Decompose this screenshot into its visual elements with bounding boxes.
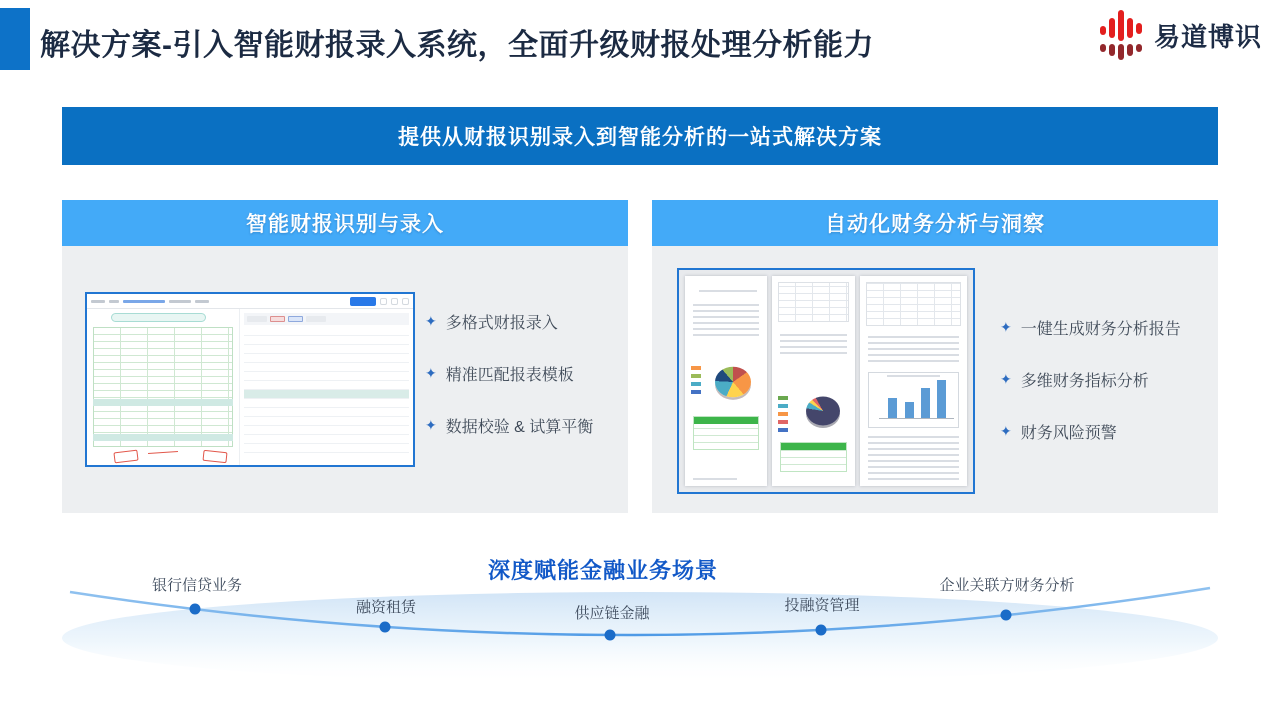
chart-title-line	[887, 375, 940, 377]
analysis-report-screenshot	[677, 268, 975, 494]
scenario-dot	[816, 625, 827, 636]
solution-banner	[62, 107, 1218, 165]
feature-label: 一健生成财务分析报告	[1020, 321, 1181, 338]
toolbar-dash	[109, 300, 119, 303]
right-section-body	[652, 246, 1218, 513]
page-title: 解决方案-引入智能财报录入系统，全面升级财报处理分析能力	[40, 29, 874, 62]
toolbar-icon[interactable]	[380, 298, 387, 305]
feature-item	[1000, 420, 1210, 443]
report-page-2	[772, 276, 854, 486]
left-section-header	[62, 200, 628, 246]
title-accent-square	[0, 8, 30, 70]
pie-legend	[691, 366, 701, 394]
feature-label: 多格式财报录入	[445, 315, 558, 332]
toolbar-dash	[195, 300, 209, 303]
feature-item	[425, 362, 620, 385]
footer-title: 深度赋能金融业务场景	[487, 558, 719, 583]
page-footer-line	[693, 476, 737, 480]
blue-tag-chip	[288, 316, 303, 322]
chart-axis	[879, 418, 954, 419]
bar	[905, 402, 914, 418]
toolbar-icon[interactable]	[391, 298, 398, 305]
bar	[937, 380, 946, 418]
feature-label: 精准匹配报表模板	[445, 367, 574, 384]
scanned-report-pane	[87, 309, 240, 465]
table-header-green	[781, 443, 845, 450]
red-stamp-mark	[203, 450, 228, 463]
red-stamp-mark	[114, 450, 139, 464]
highlight-row	[93, 399, 233, 406]
scenario-label-supply-chain: 供应链金融	[574, 605, 650, 622]
column-chip	[247, 316, 267, 322]
total-row-highlight	[244, 390, 409, 398]
column-chip	[306, 316, 326, 322]
scenario-label-investment: 投融资管理	[784, 597, 860, 614]
pie-legend	[778, 396, 788, 432]
green-header-table	[693, 416, 759, 450]
table-body	[781, 450, 845, 471]
logo-text: 易道博识	[1153, 21, 1262, 52]
scenario-dot	[190, 604, 201, 615]
feature-item	[1000, 368, 1210, 391]
page-heading-lines	[699, 286, 757, 292]
scenario-label-bank-credit: 银行信贷业务	[151, 577, 243, 594]
paragraph-lines	[868, 436, 959, 480]
scenario-dot	[1001, 610, 1012, 621]
star-bullet-icon: ✦	[1000, 319, 1012, 335]
highlight-row	[93, 434, 233, 441]
feature-label: 数据校验 & 试算平衡	[445, 419, 594, 436]
data-table-grid	[778, 282, 848, 322]
report-page-3	[860, 276, 967, 486]
right-section-header	[652, 200, 1218, 246]
left-section-title: 智能财报识别与录入	[246, 213, 444, 236]
paragraph-lines	[780, 330, 846, 354]
paragraph-lines	[693, 302, 759, 336]
right-section-title: 自动化财务分析与洞察	[825, 213, 1045, 236]
table-header-green	[694, 417, 758, 424]
asset-structure-pie-chart	[715, 367, 751, 398]
app-body	[87, 309, 413, 465]
table-body	[694, 424, 758, 449]
scenario-label-leasing: 融资租赁	[355, 599, 417, 616]
star-bullet-icon: ✦	[425, 313, 437, 329]
left-feature-list	[425, 310, 620, 437]
scenario-label-related-party: 企业关联方财务分析	[939, 577, 1075, 594]
red-signature-mark	[148, 451, 178, 454]
toolbar-dash	[169, 300, 191, 303]
logo-soundwave-icon	[1098, 10, 1144, 60]
feature-item	[425, 310, 620, 333]
right-feature-list	[1000, 316, 1210, 443]
current-assets-pie-chart	[806, 397, 840, 426]
report-page-1	[685, 276, 767, 486]
feature-label: 财务风险预警	[1020, 425, 1117, 442]
toolbar-filename	[123, 300, 165, 303]
feature-label: 多维财务指标分析	[1020, 373, 1149, 390]
company-logo	[1098, 10, 1262, 60]
data-table-header	[244, 313, 409, 325]
toolbar-icon[interactable]	[402, 298, 409, 305]
banner-text: 提供从财报识别录入到智能分析的一站式解决方案	[398, 126, 882, 149]
bar	[921, 388, 930, 418]
star-bullet-icon: ✦	[1000, 423, 1012, 439]
scenario-dot	[380, 622, 391, 633]
toolbar-dash	[91, 300, 105, 303]
match-status-pill	[111, 313, 205, 322]
recognized-data-pane	[240, 309, 413, 465]
primary-action-button[interactable]	[350, 297, 376, 306]
scanned-table-grid	[93, 327, 233, 447]
feature-item	[1000, 316, 1210, 339]
app-toolbar	[87, 294, 413, 309]
spreadsheet-app-screenshot	[85, 292, 415, 467]
green-header-table	[780, 442, 846, 472]
red-tag-chip	[270, 316, 285, 322]
asset-change-bar-chart	[868, 372, 959, 428]
left-section-body	[62, 246, 628, 513]
scenario-dot	[605, 630, 616, 641]
star-bullet-icon: ✦	[425, 417, 437, 433]
paragraph-lines	[868, 334, 959, 362]
star-bullet-icon: ✦	[425, 365, 437, 381]
feature-item	[425, 414, 620, 437]
data-table-grid	[866, 282, 961, 326]
star-bullet-icon: ✦	[1000, 371, 1012, 387]
bar	[888, 398, 897, 418]
